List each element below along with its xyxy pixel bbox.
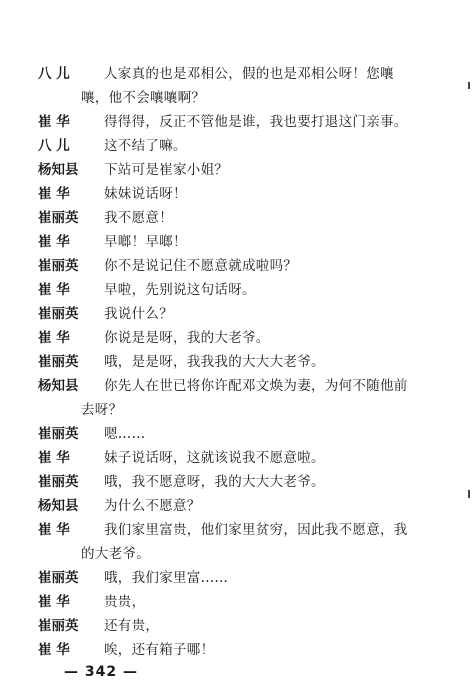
speech-text: 哦，我们家里富…… [104,570,229,586]
speech-text: 唉，还有箱子哪！ [104,642,215,658]
dialogue-line [0,62,476,86]
speaker-name: 崔 华 [38,594,70,610]
speaker-name: 崔丽英 [38,426,79,442]
speech-text: 我说什么？ [104,306,173,322]
speaker-name: 崔丽英 [38,570,79,586]
speaker-name: 崔丽英 [38,210,79,226]
dialogue-line [0,350,476,374]
dialogue-line [0,230,476,254]
speaker-name: 崔 华 [38,114,70,130]
speech-text: 去呀？ [81,402,123,418]
dialogue-line [0,374,476,398]
speech-text: 哦，我不愿意呀，我的大大大老爷。 [104,474,325,490]
dialogue-line [0,446,476,470]
dialogue-line [0,254,476,278]
speech-text: 得得得，反正不管他是谁，我也要打退这门亲事。 [104,114,408,130]
dialogue-line [0,302,476,326]
speech-text: 人家真的也是邓相公，假的也是邓相公呀！您嚷 [104,66,394,82]
speaker-name: 杨知县 [38,498,79,514]
dialogue-line [0,326,476,350]
speaker-name: 崔丽英 [38,354,79,370]
scan-speck [468,490,470,498]
speaker-name: 崔 华 [38,642,70,658]
speech-text: 我不愿意！ [104,210,173,226]
speech-text: 你说是是呀，我的大老爷。 [104,330,270,346]
speaker-name: 杨知县 [38,378,79,394]
speaker-name: 崔 华 [38,234,70,250]
speech-text: 早啷！早啷！ [104,234,187,250]
dialogue-line [0,638,476,662]
speech-text: 下站可是崔家小姐？ [104,162,229,178]
speaker-name: 崔丽英 [38,258,79,274]
speech-text: 哦，是是呀，我我我的大大大老爷。 [104,354,325,370]
speech-text: 妹妹说话呀！ [104,186,187,202]
speech-text: 的大老爷。 [81,546,150,562]
dialogue-line-continuation [0,542,476,566]
dialogue-line [0,470,476,494]
speaker-name: 崔丽英 [38,306,79,322]
speech-text: 早啦，先别说这句话呀。 [104,282,256,298]
dialogue-line [0,614,476,638]
dialogue-line-continuation [0,86,476,110]
dialogue-line [0,494,476,518]
dialogue-line [0,110,476,134]
scan-speck [468,82,470,89]
speech-text: 嗯…… [104,426,146,442]
dialogue-line [0,206,476,230]
speech-text: 这不结了嘛。 [104,138,187,154]
speech-text: 还有贵， [104,618,160,634]
speaker-name: 八 儿 [38,66,70,82]
speaker-name: 崔 华 [38,330,70,346]
speaker-name: 崔 华 [38,282,70,298]
speaker-name: 杨知县 [38,162,79,178]
speech-text: 贵贵， [104,594,146,610]
speech-text: 为什么不愿意？ [104,498,201,514]
speaker-name: 崔 华 [38,450,70,466]
speaker-name: 崔丽英 [38,618,79,634]
dialogue-line-continuation [0,398,476,422]
page-number: — 342 — [64,664,138,680]
dialogue-line [0,158,476,182]
speech-text: 你不是说记住不愿意就成啦吗？ [104,258,298,274]
speaker-name: 崔丽英 [38,474,79,490]
speech-text: 妹子说话呀，这就该说我不愿意啦。 [104,450,325,466]
speaker-name: 崔 华 [38,186,70,202]
dialogue-line [0,590,476,614]
speech-text: 你先人在世已将你许配邓文焕为妻，为何不随他前 [104,378,408,394]
speaker-name: 崔 华 [38,522,70,538]
speaker-name: 八 儿 [38,138,70,154]
dialogue-line [0,518,476,542]
dialogue-line [0,134,476,158]
dialogue-line [0,182,476,206]
dialogue-line [0,422,476,446]
speech-text: 我们家里富贵，他们家里贫穷，因此我不愿意，我 [104,522,408,538]
speech-text: 嚷，他不会嚷嚷啊？ [81,90,206,106]
dialogue-line [0,566,476,590]
dialogue-line [0,278,476,302]
